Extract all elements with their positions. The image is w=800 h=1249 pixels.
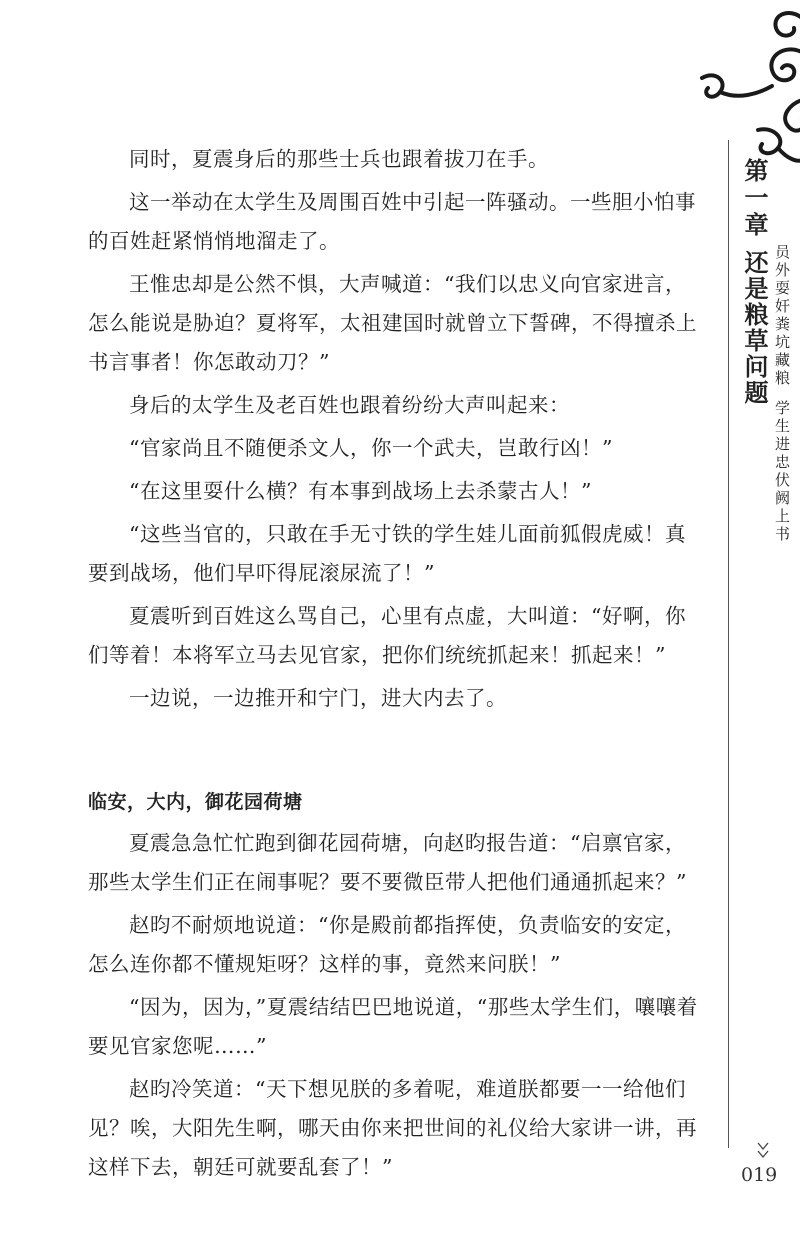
paragraph: 这一举动在太学生及周围百姓中引起一阵骚动。一些胆小怕事的百姓赶紧悄悄地溜走了。 — [88, 190, 696, 253]
chapter-subtitle-part1: 员外耍奸粪坑藏粮 — [773, 244, 791, 388]
paragraph: 夏震急急忙忙跑到御花园荷塘，向赵昀报告道：“启禀官家，那些太学生们正在闹事呢？要不要微臣带人把他们通通抓起来？” — [88, 831, 687, 894]
paragraph: 同时，夏震身后的那些士兵也跟着拔刀在手。 — [129, 147, 549, 171]
double-chevron-down-icon — [756, 1140, 770, 1162]
section-heading: 临安，大内，御花园荷塘 — [88, 791, 303, 813]
page-body — [88, 140, 700, 1191]
paragraph: 赵昀冷笑道：“天下想见朕的多着呢，难道朕都要一一给他们见？唉，大阳先生啊，哪天由你来把世间的礼仪给大家讲一讲，再这样下去，朝廷可就要乱套了！” — [88, 1077, 697, 1179]
page-number: 019 — [741, 1164, 778, 1186]
paragraph: 王惟忠却是公然不惧，大声喊道：“我们以忠义向官家进言，怎么能说是胁迫？夏将军，太祖建国时就曾立下誓碑，不得擅杀上书言事者！你怎敢动刀？” — [88, 272, 697, 374]
chapter-number: 第一章 — [740, 158, 769, 239]
paragraph: “官家尚且不随便杀文人，你一个武夫，岂敢行凶！” — [129, 436, 613, 460]
paragraph: “这些当官的，只敢在手无寸铁的学生娃儿面前狐假虎威！真要到战场，他们早吓得屁滚尿流了！” — [88, 522, 686, 585]
paragraph: 赵昀不耐烦地说道：“你是殿前都指挥使，负责临安的安定，怎么连你都不懂规矩呀？这样的事，竟然来问朕！” — [88, 913, 686, 976]
cloud-ornament-icon — [698, 0, 800, 175]
margin-divider-line — [728, 140, 729, 1148]
chapter-subtitle-part2: 学生进忠伏阙上书 — [773, 400, 791, 544]
chapter-title: 还是粮草问题 — [740, 250, 769, 406]
paragraph: 身后的太学生及老百姓也跟着纷纷大声叫起来： — [129, 393, 570, 417]
paragraph: “在这里耍什么横？有本事到战场上去杀蒙古人！” — [129, 479, 592, 503]
paragraph: “因为，因为，”夏震结结巴巴地说道，“那些太学生们，嚷嚷着要见官家您呢……” — [88, 995, 698, 1058]
paragraph: 夏震听到百姓这么骂自己，心里有点虚，大叫道：“好啊，你们等着！本将军立马去见官家，把你们统统抓起来！抓起来！” — [88, 604, 686, 667]
paragraph: 一边说，一边推开和宁门，进大内去了。 — [129, 686, 507, 710]
